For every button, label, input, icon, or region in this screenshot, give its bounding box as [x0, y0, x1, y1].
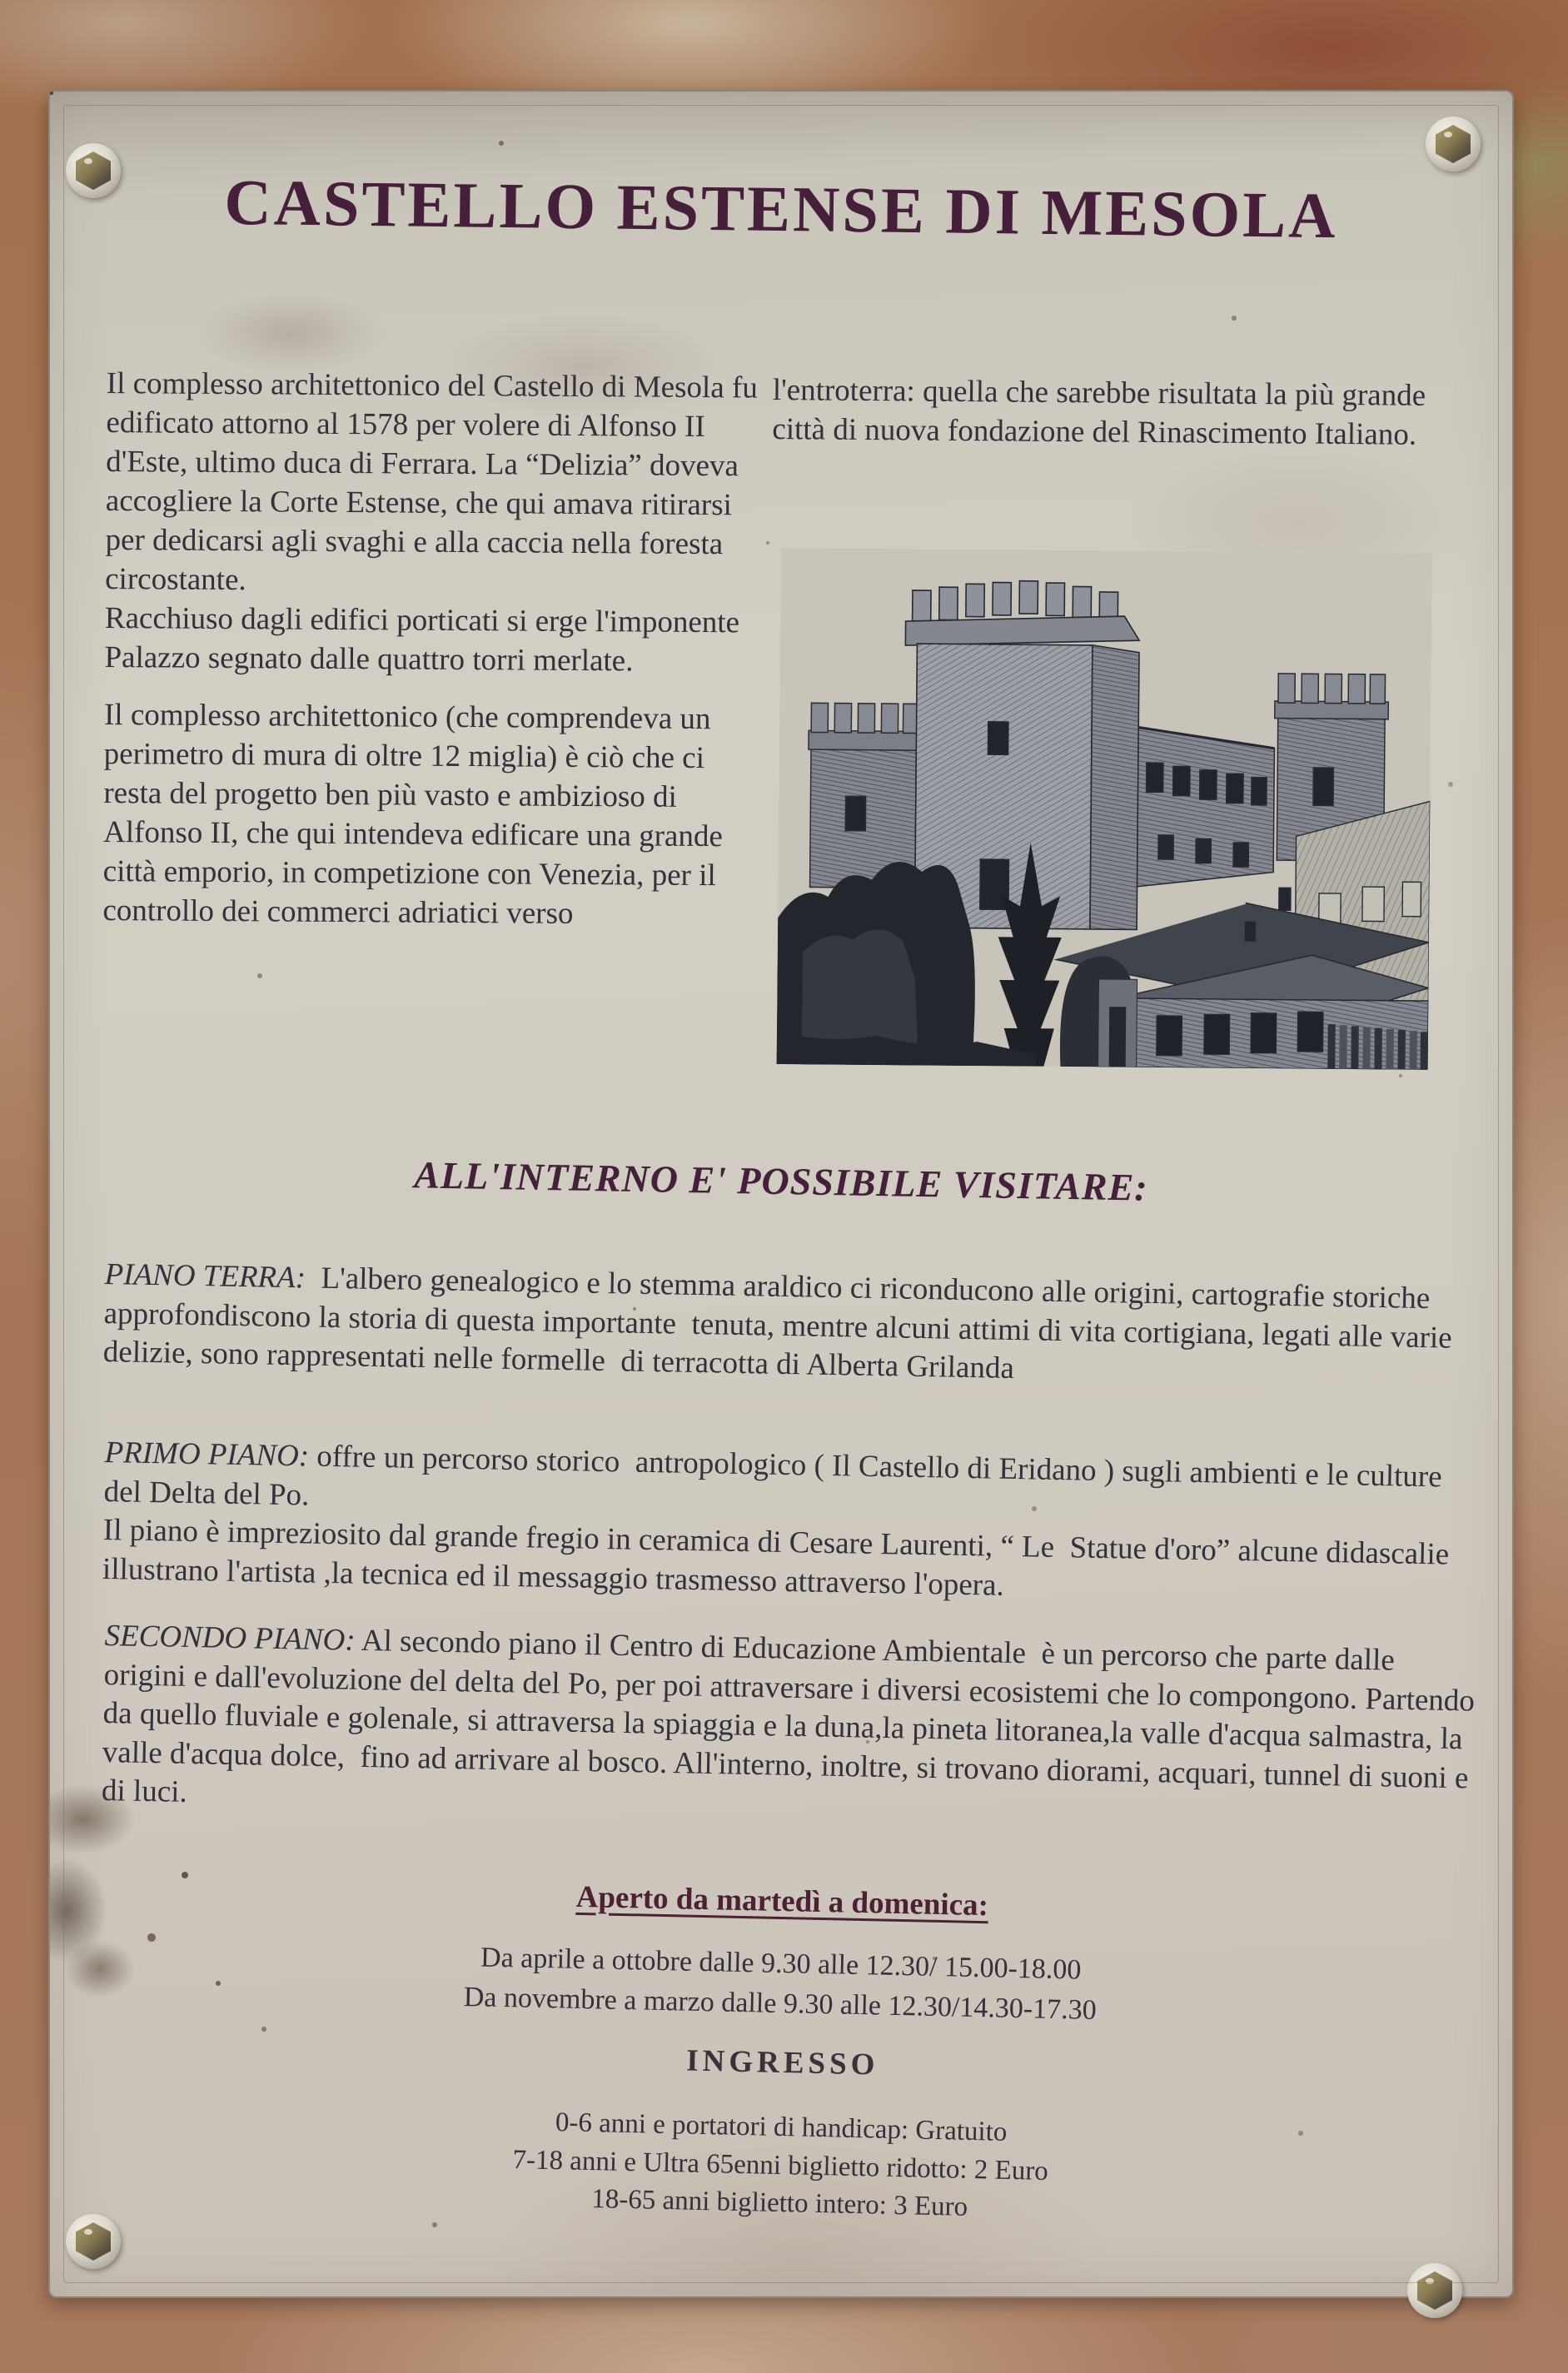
bolt-glint	[1426, 2278, 1434, 2284]
bolt-glint	[84, 2229, 92, 2235]
bolt-hex-head	[76, 2222, 111, 2261]
bolt-glint	[84, 158, 92, 164]
floor-text: Al secondo piano il Centro di Educazione Ambientale è un percorso che parte dalle origini e dall'evoluzione del delta del Po, per poi attraversare i diversi ecosistemi che lo compongono. Partendo da quello fluviale e golenale, si attraversa la spiaggia e la duna,la pineta litoranea,la valle d'acqua salmastra, la valle d'acqua dolce, fino ad arrivare al bosco. All'interno, inoltre, si trovano diorami, acquari, tunnel di suoni e di luci.	[101, 1623, 1483, 1810]
intro-paragraph-3: Il complesso architettonico (che comprendeva un perimetro di mura di oltre 12 miglia) è ciò che ci resta del progetto ben più vasto e ambizioso di Alfonso II, che qui intendeva edificare una grande città emporio, in competizione con Venezia, per il controllo dei commerci adriatici verso	[102, 697, 731, 931]
bolt-hex-head	[1417, 2271, 1452, 2310]
castle-engraving-drawing	[777, 548, 1432, 1070]
floor-secondo-piano	[102, 1617, 1484, 1838]
floor-primo-piano	[102, 1434, 1484, 1614]
corner-bolt-top-left	[66, 143, 121, 198]
bolt-hex-head	[1436, 125, 1471, 163]
floor-label: PRIMO PIANO:	[104, 1435, 310, 1474]
dirt-specks	[50, 92, 53, 95]
opening-hours-block	[48, 1868, 1513, 2040]
opening-line: Da novembre a marzo dalle 9.30 alle 12.30/14.30-17.30	[463, 1982, 1098, 2027]
admission-line: 18-65 anni biglietto intero: 3 Euro	[590, 2184, 968, 2222]
bolt-hex-head	[76, 152, 111, 190]
section-heading: ALL'INTERNO E' POSSIBILE VISITARE:	[413, 1153, 1149, 1209]
intro-paragraph-2: Racchiuso dagli edifici porticati si erge l'imponente Palazzo segnato dalle quattro torri merlate.	[104, 600, 748, 679]
intro-left-column	[102, 365, 773, 935]
floor-label: SECONDO PIANO:	[104, 1618, 356, 1658]
castle-engraving	[777, 548, 1432, 1070]
floor-label: PIANO TERRA:	[104, 1256, 306, 1296]
admission-line: 0-6 anni e portatori di handicap: Gratuito	[555, 2107, 1008, 2147]
floor-text: offre un percorso storico antropologico ( Il Castello di Eridano ) sugli ambienti e le culture del Delta del Po. Il piano è impreziosito dal grande fregio in ceramica di Cesare Laurenti, “ Le Statue d'oro” alcune didascalie illustrano l'artista ,la tecnica ed il messaggio trasmesso attraverso l'opera.	[102, 1439, 1465, 1603]
intro-right-paragraph: l'entroterra: quella che sarebbe risultata la più grande città di nuova fondazione del Rinascimento Italiano.	[772, 372, 1434, 452]
floor-piano-terra	[102, 1256, 1483, 1397]
opening-line: Da aprile a ottobre dalle 9.30 alle 12.30/ 15.00-18.00	[480, 1942, 1082, 1986]
admission-heading: INGRESSO	[685, 2043, 879, 2082]
sign-plaque	[48, 90, 1514, 2298]
admission-line: 7-18 anni e Ultra 65enni biglietto ridotto: 2 Euro	[512, 2144, 1049, 2186]
intro-paragraph-1: Il complesso architettonico del Castello di Mesola fu edificato attorno al 1578 per volere di Alfonso II d'Este, ultimo duca di Ferrara. La “Delizia” doveva accogliere la Corte Estense, che qui amava ritirarsi per dedicarsi agli svaghi e alla caccia nella foresta circostante.	[105, 366, 766, 598]
admission-block	[48, 2029, 1514, 2239]
intro-right-column	[772, 371, 1449, 455]
corner-bolt-bottom-left	[66, 2214, 121, 2269]
corner-bolt-top-right	[1426, 117, 1481, 172]
opening-heading: Aperto da martedì a domenica:	[575, 1879, 989, 1923]
bolt-glint	[1444, 132, 1452, 137]
corner-bolt-bottom-right	[1407, 2263, 1462, 2318]
sign-title: CASTELLO ESTENSE DI MESOLA	[223, 165, 1339, 252]
floor-text: L'albero genealogico e lo stemma araldico ci riconducono alle origini, cartografie storiche approfondiscono la storia di questa importante tenuta, mentre alcuni attimi di vita cortigiana, legati alle varie delizie, sono rappresentati nelle formelle di terracotta di Alberta Grilanda	[102, 1261, 1461, 1386]
